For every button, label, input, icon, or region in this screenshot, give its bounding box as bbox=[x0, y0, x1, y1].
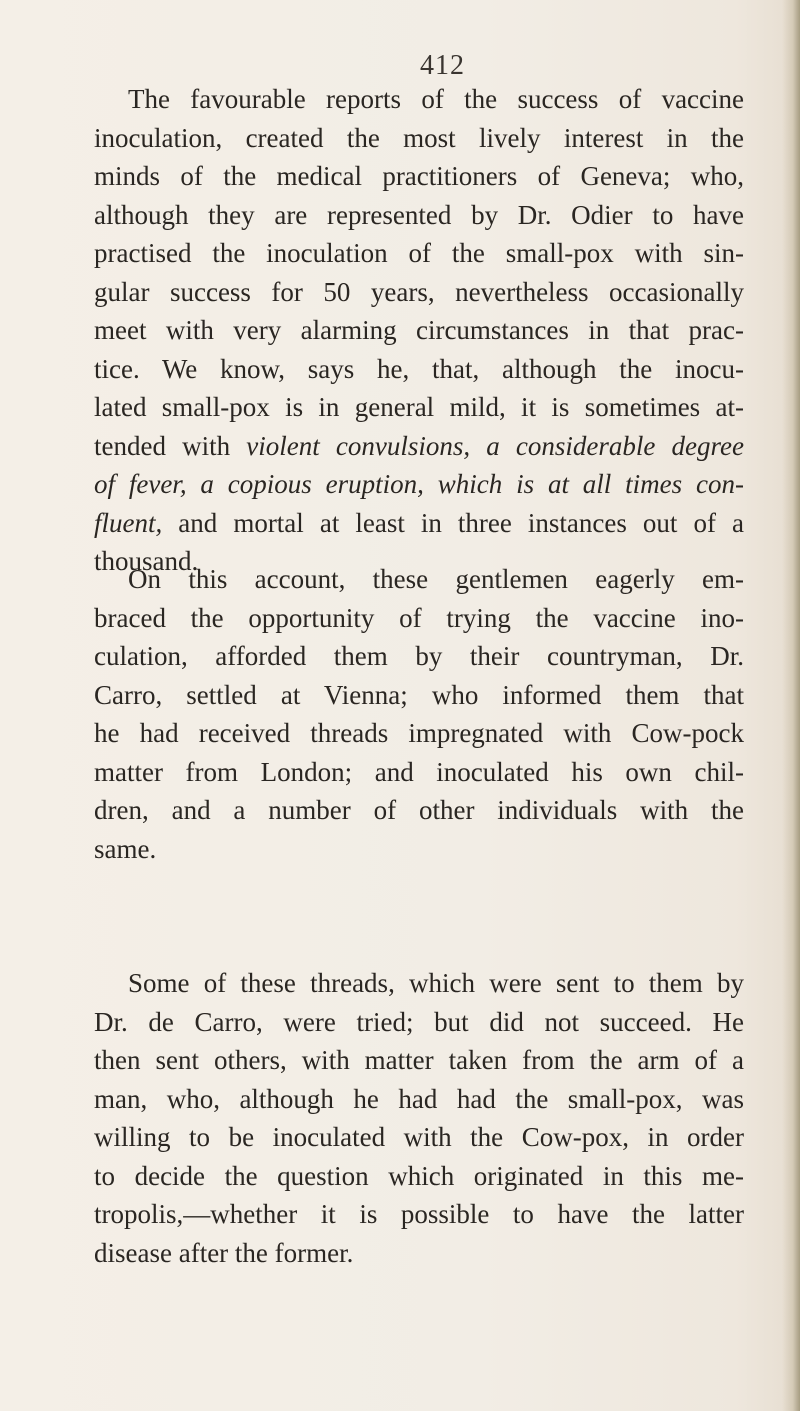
text-segment: practised the inoculation of the small-pox with sin- bbox=[94, 238, 744, 268]
text-segment: to decide the question which originated in this me- bbox=[94, 1160, 744, 1191]
text-line bbox=[94, 119, 744, 158]
text-line bbox=[94, 599, 744, 638]
text-line bbox=[94, 1234, 744, 1273]
text-line bbox=[94, 637, 744, 676]
text-segment: tropolis,—whether it is possible to have the latter bbox=[94, 1199, 744, 1229]
text-segment: inoculation, created the most lively interest in the bbox=[94, 122, 744, 153]
text-segment: willing to be inoculated with the Cow-pox, in order bbox=[94, 1122, 744, 1152]
text-line bbox=[94, 676, 744, 715]
text-line bbox=[94, 1195, 744, 1234]
text-segment: culation, afforded them by their countryman, Dr. bbox=[94, 641, 744, 671]
page-edge-shadow bbox=[782, 0, 800, 1411]
text-segment: although they are represented by Dr. Odier to have bbox=[94, 199, 744, 230]
text-segment: gular success for 50 years, nevertheless occasionally bbox=[94, 276, 744, 307]
text-line bbox=[94, 504, 744, 543]
text-segment: minds of the medical practitioners of Geneva; who, bbox=[94, 161, 744, 191]
text-line bbox=[94, 1041, 744, 1080]
text-segment: braced the opportunity of trying the vaccine ino- bbox=[94, 602, 744, 633]
paragraph-cow-pox-threads bbox=[94, 964, 744, 1272]
text-segment: matter from London; and inoculated his own chil- bbox=[94, 756, 744, 787]
text-line bbox=[94, 234, 744, 273]
text-line bbox=[94, 753, 744, 792]
text-line bbox=[94, 465, 744, 504]
text-line bbox=[94, 388, 744, 427]
text-line bbox=[94, 830, 744, 869]
text-line bbox=[94, 964, 744, 1003]
text-line bbox=[94, 714, 744, 753]
text-segment: lated small-pox is in general mild, it is sometimes at- bbox=[94, 392, 744, 422]
text-line bbox=[94, 1080, 744, 1119]
italic-text: fluent, bbox=[94, 507, 163, 538]
text-segment: Dr. de Carro, were tried; but did not succeed. He bbox=[94, 1006, 744, 1037]
text-segment: The favourable reports of the success of vaccine bbox=[128, 84, 744, 114]
text-line bbox=[94, 350, 744, 389]
text-segment: dren, and a number of other individuals with the bbox=[94, 795, 744, 825]
paragraph-vaccine-inoculation bbox=[94, 560, 744, 868]
text-segment: tice. We know, says he, that, although the inocu- bbox=[94, 353, 744, 384]
text-line bbox=[94, 80, 744, 119]
text-line bbox=[94, 1157, 744, 1196]
text-segment: On this account, these gentlemen eagerly em- bbox=[128, 564, 744, 594]
text-segment: disease after the former. bbox=[94, 1237, 354, 1268]
text-line bbox=[94, 427, 744, 466]
text-line bbox=[94, 1118, 744, 1157]
text-line bbox=[94, 157, 744, 196]
text-segment: Carro, settled at Vienna; who informed them that bbox=[94, 679, 744, 710]
text-line bbox=[94, 560, 744, 599]
text-line bbox=[94, 273, 744, 312]
text-line bbox=[94, 1003, 744, 1042]
paragraph-vaccine-reports bbox=[94, 80, 744, 581]
italic-text: of fever, a copious eruption, which is at all times con- bbox=[94, 469, 744, 499]
text-line bbox=[94, 311, 744, 350]
italic-text: violent convulsions, a considerable degree bbox=[246, 430, 744, 461]
text-segment: and mortal at least in three instances out of a bbox=[162, 507, 744, 538]
text-segment: Some of these threads, which were sent to them by bbox=[128, 968, 744, 998]
text-line bbox=[94, 791, 744, 830]
text-segment: same. bbox=[94, 833, 157, 864]
text-segment: then sent others, with matter taken from the arm of a bbox=[94, 1045, 744, 1075]
text-segment: thousand. bbox=[94, 546, 199, 576]
page-number: 412 bbox=[420, 50, 465, 81]
text-segment: man, who, although he had had the small-pox, was bbox=[94, 1083, 744, 1114]
text-line bbox=[94, 196, 744, 235]
text-segment: tended with bbox=[94, 430, 247, 461]
text-segment: he had received threads impregnated with Cow-pock bbox=[94, 718, 744, 748]
text-segment: meet with very alarming circumstances in that prac- bbox=[94, 315, 744, 345]
